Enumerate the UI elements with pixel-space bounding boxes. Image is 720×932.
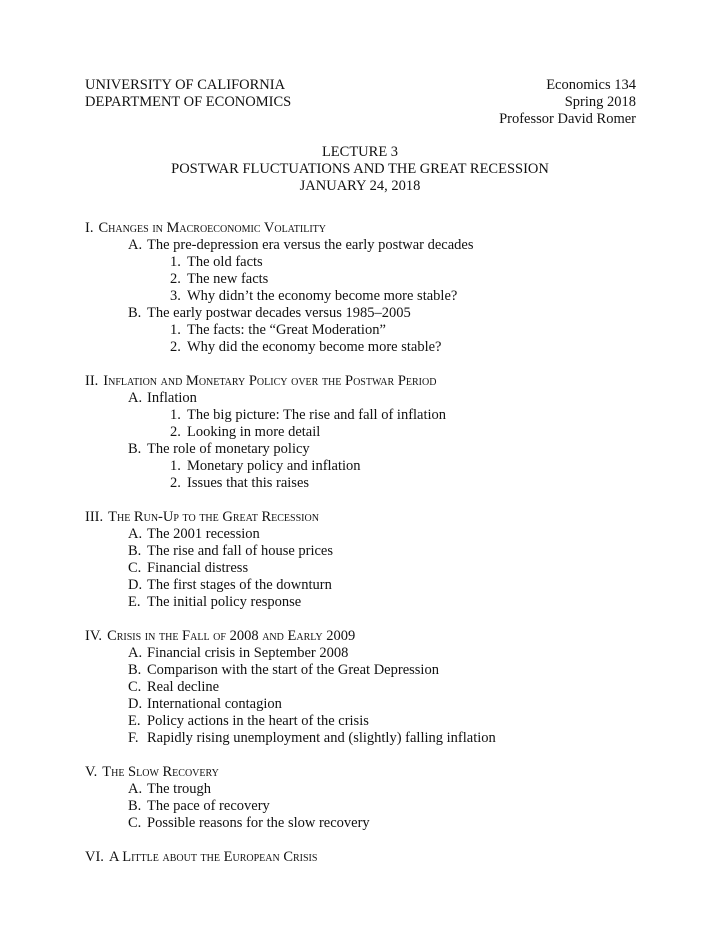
item-letter: A. <box>128 645 143 661</box>
item-letter: C. <box>128 560 142 576</box>
section-heading <box>85 509 645 526</box>
item-letter: E. <box>128 713 141 729</box>
item-text: International contagion <box>147 696 282 712</box>
outline-item <box>85 730 645 747</box>
item-text: Comparison with the start of the Great Depression <box>147 662 439 678</box>
lecture-topic: POSTWAR FLUCTUATIONS AND THE GREAT RECESSION <box>171 161 549 177</box>
section-heading <box>85 764 645 781</box>
outline-item <box>85 798 645 815</box>
item-letter: D. <box>128 577 143 593</box>
outline-subitem <box>85 254 645 271</box>
outline-item <box>85 441 645 458</box>
item-text: Rapidly rising unemployment and (slightly) falling inflation <box>147 730 496 746</box>
item-letter: A. <box>128 390 143 406</box>
term: Spring 2018 <box>564 94 636 110</box>
item-text: The 2001 recession <box>147 526 260 542</box>
subitem-number: 1. <box>170 458 181 474</box>
subitem-text: Looking in more detail <box>187 424 321 440</box>
subitem-text: Monetary policy and inflation <box>187 458 361 474</box>
outline-item <box>85 305 645 322</box>
item-text: The first stages of the downturn <box>147 577 332 593</box>
item-letter: E. <box>128 594 141 610</box>
section-heading <box>85 849 645 866</box>
item-text: Real decline <box>147 679 220 695</box>
item-text: The early postwar decades versus 1985–2005 <box>147 305 411 321</box>
item-letter: A. <box>128 781 143 797</box>
item-letter: A. <box>128 526 143 542</box>
subitem-number: 1. <box>170 407 181 423</box>
header-institution <box>85 77 291 111</box>
section-number: V. <box>85 764 98 780</box>
subitem-number: 1. <box>170 254 181 270</box>
outline-item <box>85 713 645 730</box>
section-heading <box>85 373 645 390</box>
subitem-text: The big picture: The rise and fall of inflation <box>187 407 447 423</box>
outline-item <box>85 560 645 577</box>
subitem-text: Issues that this raises <box>187 475 310 491</box>
item-letter: F. <box>128 730 139 746</box>
outline-item <box>85 815 645 832</box>
lecture-outline <box>85 220 645 883</box>
outline-item <box>85 662 645 679</box>
university-name: UNIVERSITY OF CALIFORNIA <box>85 77 286 93</box>
lecture-title-block <box>0 144 720 195</box>
item-text: Financial crisis in September 2008 <box>147 645 349 661</box>
subitem-text: Why did the economy become more stable? <box>187 339 442 355</box>
item-text: The rise and fall of house prices <box>147 543 334 559</box>
item-text: The pace of recovery <box>147 798 270 814</box>
outline-item <box>85 696 645 713</box>
header-course-info <box>499 77 636 128</box>
item-text: Financial distress <box>147 560 249 576</box>
outline-subitem <box>85 407 645 424</box>
outline-item <box>85 781 645 798</box>
section-heading <box>85 220 645 237</box>
section-number: I. <box>85 220 94 236</box>
item-text: The initial policy response <box>147 594 302 610</box>
department-name: DEPARTMENT OF ECONOMICS <box>85 94 292 110</box>
outline-item <box>85 645 645 662</box>
section-number: II. <box>85 373 99 389</box>
subitem-text: Why didn’t the economy become more stable? <box>187 288 458 304</box>
outline-item <box>85 237 645 254</box>
section-title: A Little about the European Crisis <box>108 849 318 865</box>
section-title: Changes in Macroeconomic Volatility <box>98 220 326 236</box>
item-text: The pre-depression era versus the early postwar decades <box>147 237 474 253</box>
professor: Professor David Romer <box>499 111 636 127</box>
outline-item <box>85 577 645 594</box>
outline-subitem <box>85 339 645 356</box>
outline-section <box>85 628 645 747</box>
outline-subitem <box>85 288 645 305</box>
lecture-number: LECTURE 3 <box>321 144 399 160</box>
item-letter: B. <box>128 441 142 457</box>
item-text: The trough <box>147 781 212 797</box>
section-title: The Run-Up to the Great Recession <box>108 509 319 525</box>
outline-subitem <box>85 424 645 441</box>
outline-section <box>85 220 645 356</box>
subitem-number: 2. <box>170 271 181 287</box>
outline-subitem <box>85 458 645 475</box>
subitem-number: 2. <box>170 475 181 491</box>
outline-section <box>85 373 645 492</box>
item-letter: B. <box>128 543 142 559</box>
outline-subitem <box>85 271 645 288</box>
outline-section <box>85 509 645 611</box>
item-letter: A. <box>128 237 143 253</box>
section-number: VI. <box>85 849 104 865</box>
item-letter: B. <box>128 662 142 678</box>
outline-section <box>85 849 645 866</box>
subitem-text: The new facts <box>187 271 269 287</box>
item-text: Policy actions in the heart of the crisis <box>147 713 369 729</box>
item-text: Inflation <box>147 390 197 406</box>
item-letter: C. <box>128 815 142 831</box>
outline-item <box>85 390 645 407</box>
section-heading <box>85 628 645 645</box>
lecture-date: JANUARY 24, 2018 <box>299 178 421 194</box>
outline-item <box>85 679 645 696</box>
item-text: The role of monetary policy <box>147 441 310 457</box>
section-number: IV. <box>85 628 103 644</box>
item-letter: C. <box>128 679 142 695</box>
section-title: Crisis in the Fall of 2008 and Early 2009 <box>107 628 356 644</box>
course-number: Economics 134 <box>546 77 636 93</box>
outline-item <box>85 526 645 543</box>
subitem-text: The old facts <box>187 254 263 270</box>
section-title: Inflation and Monetary Policy over the Postwar Period <box>103 373 437 389</box>
section-number: III. <box>85 509 104 525</box>
item-text: Possible reasons for the slow recovery <box>147 815 370 831</box>
section-title: The Slow Recovery <box>102 764 219 780</box>
item-letter: B. <box>128 798 142 814</box>
subitem-number: 3. <box>170 288 181 304</box>
item-letter: D. <box>128 696 143 712</box>
subitem-number: 2. <box>170 339 181 355</box>
outline-section <box>85 764 645 832</box>
outline-subitem <box>85 322 645 339</box>
outline-item <box>85 594 645 611</box>
subitem-number: 2. <box>170 424 181 440</box>
subitem-text: The facts: the “Great Moderation” <box>187 322 386 338</box>
item-letter: B. <box>128 305 142 321</box>
outline-subitem <box>85 475 645 492</box>
outline-item <box>85 543 645 560</box>
subitem-number: 1. <box>170 322 181 338</box>
